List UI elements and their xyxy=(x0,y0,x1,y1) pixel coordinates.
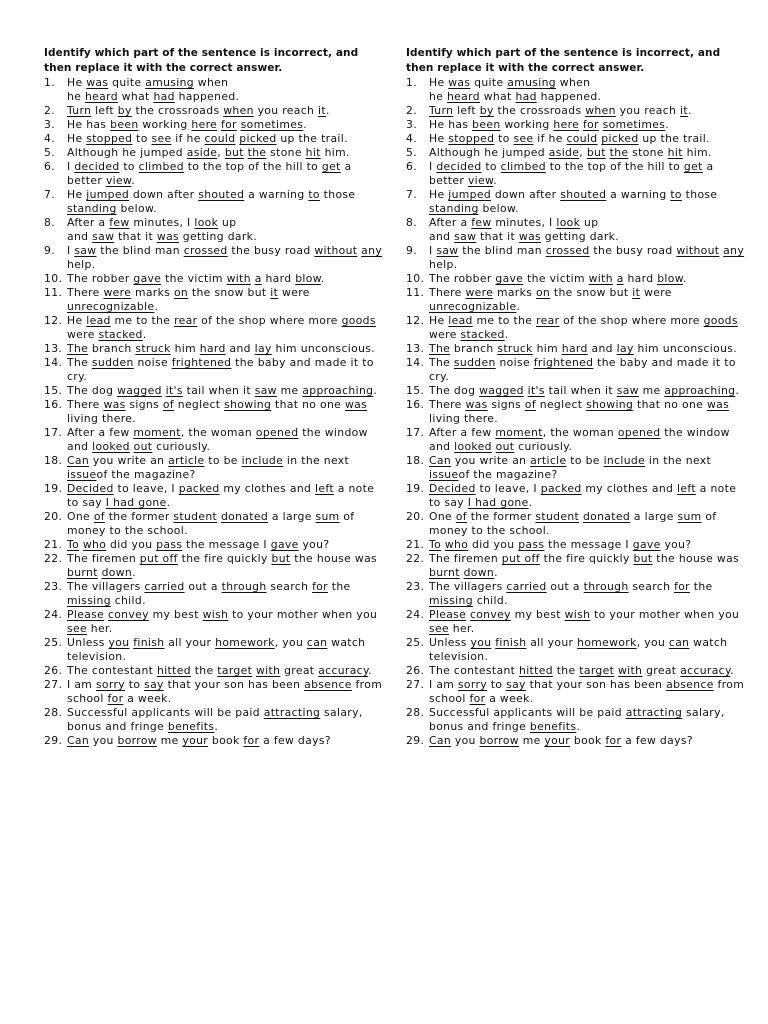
question-number: 15. xyxy=(44,384,63,397)
question-text: The villagers carried out a through search for the missing child. xyxy=(429,580,713,607)
question-number: 23. xyxy=(44,580,63,593)
question-number: 28. xyxy=(44,706,63,719)
question-text: Decided to leave, I packed my clothes and left a note to say I had gone. xyxy=(67,482,375,509)
question-item xyxy=(406,538,751,552)
question-number: 20. xyxy=(44,510,63,523)
question-number: 12. xyxy=(406,314,425,327)
question-number: 4. xyxy=(406,132,418,145)
question-text: Can you write an article to be include in the next issueof the magazine? xyxy=(67,454,350,481)
question-item xyxy=(406,664,751,678)
question-number: 3. xyxy=(406,118,418,131)
question-number: 26. xyxy=(406,664,425,677)
question-text: The contestant hitted the target with great accuracy. xyxy=(67,664,372,677)
question-text: The branch struck him hard and lay him unconscious. xyxy=(67,342,376,355)
question-number: 6. xyxy=(406,160,418,173)
question-number: 5. xyxy=(44,146,56,159)
question-item xyxy=(406,160,751,188)
question-text: To who did you pass the message I gave you? xyxy=(429,538,692,551)
question-text: Please convey my best wish to your mother when you see her. xyxy=(67,608,378,635)
question-text: He has been working here for sometimes. xyxy=(67,118,307,131)
question-number: 28. xyxy=(406,706,425,719)
question-item xyxy=(406,678,751,706)
question-item xyxy=(406,188,751,216)
question-text: He was quite amusing when he heard what had happened. xyxy=(67,76,240,103)
question-number: 25. xyxy=(406,636,425,649)
question-item xyxy=(44,216,389,244)
question-number: 22. xyxy=(44,552,63,565)
question-number: 10. xyxy=(406,272,425,285)
question-number: 14. xyxy=(44,356,63,369)
question-text: He jumped down after shouted a warning to those standing below. xyxy=(429,188,718,215)
question-text: He stopped to see if he could picked up the trail. xyxy=(67,132,348,145)
question-item xyxy=(406,356,751,384)
question-number: 8. xyxy=(406,216,418,229)
question-text: The firemen put off the fire quickly but the house was burnt down. xyxy=(67,552,378,579)
question-text: The contestant hitted the target with great accuracy. xyxy=(429,664,734,677)
question-item xyxy=(406,272,751,286)
question-number: 4. xyxy=(44,132,56,145)
question-item xyxy=(406,216,751,244)
question-number: 9. xyxy=(44,244,56,257)
question-list xyxy=(406,76,751,748)
question-item xyxy=(44,356,389,384)
question-number: 29. xyxy=(44,734,63,747)
question-number: 9. xyxy=(406,244,418,257)
question-item xyxy=(406,454,751,482)
question-text: Turn left by the crossroads when you reach it. xyxy=(429,104,692,117)
question-item xyxy=(406,734,751,748)
question-list xyxy=(44,76,389,748)
question-text: There was signs of neglect showing that no one was living there. xyxy=(429,398,730,425)
question-item xyxy=(406,552,751,580)
question-text: The firemen put off the fire quickly but the house was burnt down. xyxy=(429,552,740,579)
question-number: 1. xyxy=(44,76,56,89)
question-item xyxy=(406,342,751,356)
question-number: 19. xyxy=(44,482,63,495)
question-text: Unless you finish all your homework, you can watch television. xyxy=(67,636,366,663)
question-item xyxy=(406,398,751,426)
question-number: 7. xyxy=(44,188,56,201)
question-number: 14. xyxy=(406,356,425,369)
question-number: 16. xyxy=(406,398,425,411)
question-item xyxy=(44,706,389,734)
question-number: 15. xyxy=(406,384,425,397)
question-text: There were marks on the snow but it were unrecognizable. xyxy=(429,286,672,313)
question-item xyxy=(44,314,389,342)
question-number: 17. xyxy=(44,426,63,439)
question-number: 27. xyxy=(44,678,63,691)
question-text: Please convey my best wish to your mother when you see her. xyxy=(429,608,740,635)
question-number: 11. xyxy=(406,286,425,299)
question-text: Can you borrow me your book for a few days? xyxy=(429,734,693,747)
question-number: 6. xyxy=(44,160,56,173)
question-item xyxy=(406,510,751,538)
question-item xyxy=(44,538,389,552)
question-number: 2. xyxy=(406,104,418,117)
question-item xyxy=(44,160,389,188)
question-item xyxy=(44,132,389,146)
question-item xyxy=(44,146,389,160)
question-number: 26. xyxy=(44,664,63,677)
question-number: 22. xyxy=(406,552,425,565)
question-text: One of the former student donated a large sum of money to the school. xyxy=(67,510,355,537)
question-item xyxy=(44,272,389,286)
question-number: 10. xyxy=(44,272,63,285)
question-text: One of the former student donated a large sum of money to the school. xyxy=(429,510,717,537)
question-text: Although he jumped aside, but the stone hit him. xyxy=(67,146,350,159)
question-number: 17. xyxy=(406,426,425,439)
question-text: I am sorry to say that your son has been absence from school for a week. xyxy=(429,678,745,705)
question-text: Can you borrow me your book for a few days? xyxy=(67,734,331,747)
question-text: After a few minutes, I look up and saw that it was getting dark. xyxy=(67,216,258,243)
question-number: 24. xyxy=(44,608,63,621)
question-text: Unless you finish all your homework, you can watch television. xyxy=(429,636,728,663)
question-item xyxy=(406,286,751,314)
question-number: 3. xyxy=(44,118,56,131)
question-number: 25. xyxy=(44,636,63,649)
question-text: Successful applicants will be paid attracting salary, bonus and fringe benefits. xyxy=(429,706,725,733)
question-number: 27. xyxy=(406,678,425,691)
question-number: 13. xyxy=(406,342,425,355)
question-text: He was quite amusing when he heard what had happened. xyxy=(429,76,602,103)
question-item xyxy=(44,398,389,426)
question-item xyxy=(406,244,751,272)
question-item xyxy=(406,426,751,454)
question-item xyxy=(406,384,751,398)
question-item xyxy=(406,608,751,636)
question-text: He jumped down after shouted a warning to those standing below. xyxy=(67,188,356,215)
question-text: There were marks on the snow but it were unrecognizable. xyxy=(67,286,310,313)
question-item xyxy=(406,580,751,608)
question-item xyxy=(406,104,751,118)
question-number: 29. xyxy=(406,734,425,747)
question-item xyxy=(44,580,389,608)
question-number: 18. xyxy=(44,454,63,467)
question-item xyxy=(406,706,751,734)
question-item xyxy=(44,342,389,356)
question-text: I saw the blind man crossed the busy road without any help. xyxy=(429,244,745,271)
question-text: After a few moment, the woman opened the window and looked out curiously. xyxy=(429,426,730,453)
question-item xyxy=(44,244,389,272)
instruction: Identify which part of the sentence is incorrect, and then replace it with the correct answer. xyxy=(44,47,359,74)
question-text: He lead me to the rear of the shop where more goods were stacked. xyxy=(67,314,376,341)
question-item xyxy=(44,636,389,664)
worksheet-column-left xyxy=(44,46,389,748)
question-item xyxy=(44,76,389,104)
question-text: The dog wagged it's tail when it saw me approaching. xyxy=(429,384,740,397)
question-item xyxy=(406,146,751,160)
question-text: Successful applicants will be paid attracting salary, bonus and fringe benefits. xyxy=(67,706,363,733)
question-text: I decided to climbed to the top of the hill to get a better view. xyxy=(429,160,714,187)
question-text: To who did you pass the message I gave you? xyxy=(67,538,330,551)
instruction: Identify which part of the sentence is incorrect, and then replace it with the correct answer. xyxy=(406,47,721,74)
question-number: 20. xyxy=(406,510,425,523)
question-item xyxy=(44,454,389,482)
question-text: The sudden noise frightened the baby and made it to cry. xyxy=(67,356,374,383)
question-item xyxy=(406,482,751,510)
question-number: 1. xyxy=(406,76,418,89)
question-item xyxy=(44,426,389,454)
question-text: Turn left by the crossroads when you reach it. xyxy=(67,104,330,117)
question-number: 23. xyxy=(406,580,425,593)
question-text: The robber gave the victim with a hard blow. xyxy=(429,272,687,285)
question-text: The villagers carried out a through search for the missing child. xyxy=(67,580,351,607)
question-number: 19. xyxy=(406,482,425,495)
question-text: The branch struck him hard and lay him unconscious. xyxy=(429,342,738,355)
question-item xyxy=(44,482,389,510)
question-item xyxy=(44,286,389,314)
question-item xyxy=(44,678,389,706)
question-text: He stopped to see if he could picked up the trail. xyxy=(429,132,710,145)
question-number: 13. xyxy=(44,342,63,355)
question-item xyxy=(406,314,751,342)
question-number: 7. xyxy=(406,188,418,201)
question-item xyxy=(44,188,389,216)
question-text: After a few moment, the woman opened the window and looked out curiously. xyxy=(67,426,368,453)
question-text: Can you write an article to be include in the next issueof the magazine? xyxy=(429,454,712,481)
question-text: The robber gave the victim with a hard blow. xyxy=(67,272,325,285)
question-number: 16. xyxy=(44,398,63,411)
question-text: I saw the blind man crossed the busy road without any help. xyxy=(67,244,383,271)
question-text: He lead me to the rear of the shop where more goods were stacked. xyxy=(429,314,738,341)
question-item xyxy=(406,132,751,146)
question-text: He has been working here for sometimes. xyxy=(429,118,669,131)
question-item xyxy=(44,104,389,118)
question-item xyxy=(44,552,389,580)
worksheet-column-right xyxy=(406,46,751,748)
question-number: 12. xyxy=(44,314,63,327)
question-text: There was signs of neglect showing that no one was living there. xyxy=(67,398,368,425)
question-text: I am sorry to say that your son has been absence from school for a week. xyxy=(67,678,383,705)
question-number: 18. xyxy=(406,454,425,467)
question-text: The sudden noise frightened the baby and made it to cry. xyxy=(429,356,736,383)
question-text: After a few minutes, I look up and saw that it was getting dark. xyxy=(429,216,620,243)
question-text: Although he jumped aside, but the stone hit him. xyxy=(429,146,712,159)
question-item xyxy=(44,118,389,132)
question-number: 21. xyxy=(406,538,425,551)
question-number: 11. xyxy=(44,286,63,299)
question-text: I decided to climbed to the top of the hill to get a better view. xyxy=(67,160,352,187)
question-item xyxy=(44,608,389,636)
question-number: 24. xyxy=(406,608,425,621)
question-item xyxy=(406,76,751,104)
question-text: The dog wagged it's tail when it saw me approaching. xyxy=(67,384,378,397)
question-number: 8. xyxy=(44,216,56,229)
question-number: 2. xyxy=(44,104,56,117)
question-item xyxy=(44,384,389,398)
question-item xyxy=(44,510,389,538)
question-item xyxy=(44,664,389,678)
question-text: Decided to leave, I packed my clothes and left a note to say I had gone. xyxy=(429,482,737,509)
question-item xyxy=(44,734,389,748)
question-number: 21. xyxy=(44,538,63,551)
question-item xyxy=(406,636,751,664)
question-number: 5. xyxy=(406,146,418,159)
question-item xyxy=(406,118,751,132)
